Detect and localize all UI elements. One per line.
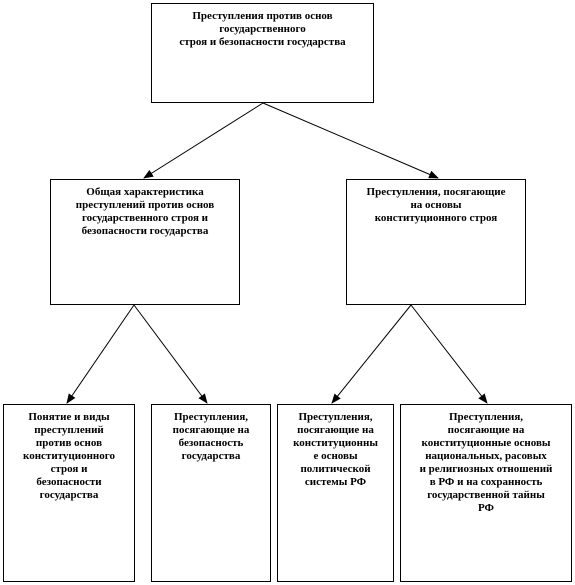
node-political-system-label: Преступления, посягающие на конституционны е основы политической системы РФ — [293, 411, 378, 488]
connector-general-to-concept — [67, 305, 134, 403]
node-constitutional-order-label: Преступления, посягающие на основы конституционного строя — [366, 186, 506, 224]
node-state-security-label: Преступления, посягающие на безопасность государства — [172, 411, 250, 462]
root-node-label: Преступления против основ государственного строя и безопасности государства — [179, 10, 346, 48]
node-national-relations-and-secrecy-label: Преступления, посягающие на конституционные основы национальных, расовых и религиозных отношений в РФ и на сохранность государственной тайны РФ — [419, 411, 553, 514]
node-concept-and-types-label: Понятие и виды преступлений против основ конституционного строя и безопасности государства — [23, 411, 115, 501]
connector-general-to-security — [134, 305, 207, 403]
node-general-characteristics-label: Общая характеристика преступлений против основ государственного строя и безопасности государства — [75, 186, 215, 237]
connector-root-to-general — [144, 103, 263, 178]
connector-constitutional-to-political — [332, 305, 411, 403]
connector-constitutional-to-national — [411, 305, 487, 403]
connector-root-to-constitutional — [263, 103, 438, 178]
